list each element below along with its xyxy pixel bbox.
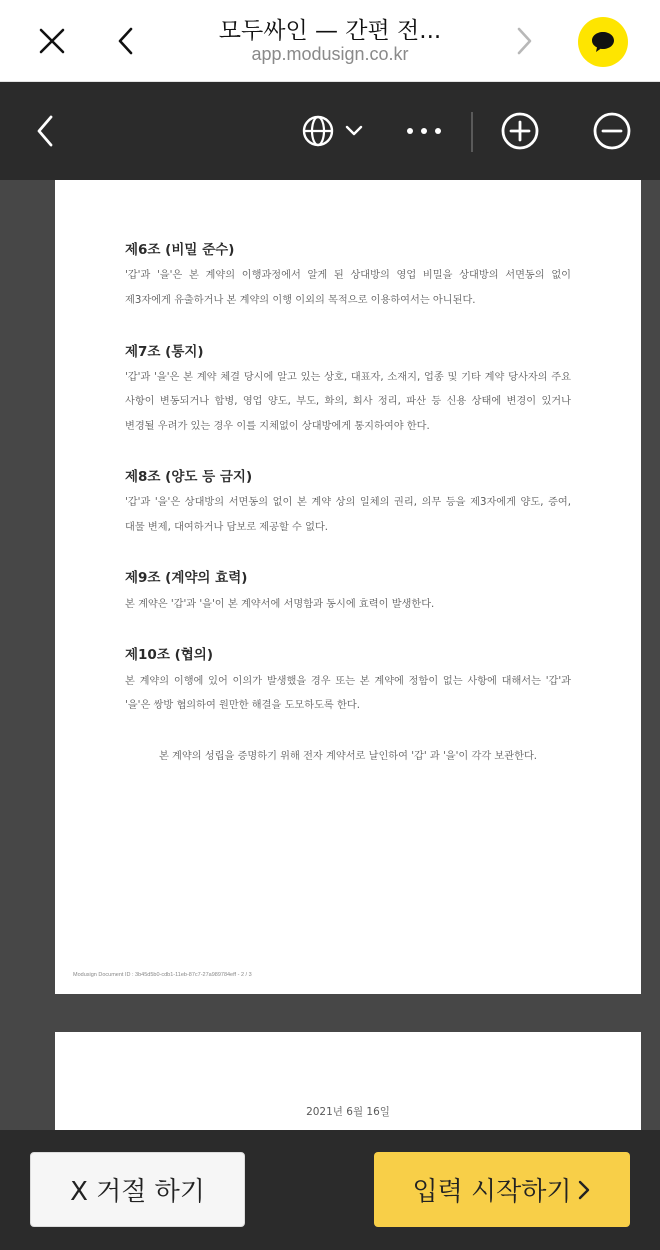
zoom-in-button[interactable]: [494, 82, 546, 180]
article-text: '갑'과 '을'은 상대방의 서면동의 없이 본 계약 상의 일체의 권리, 의무 등을 제3자에게 양도, 증여,: [125, 497, 571, 508]
toolbar-divider: [471, 112, 473, 152]
article-text: 본 계약의 이행에 있어 이의가 발생했을 경우 또는 본 계약에 정함이 없는 사항에 대해서는 '갑'과: [125, 676, 571, 687]
browser-back-button[interactable]: [98, 0, 154, 82]
chevron-left-icon: [116, 26, 136, 56]
article-title: 제10조 (협의): [125, 647, 213, 663]
globe-icon: [301, 114, 335, 148]
article-title: 제9조 (계약의 효력): [125, 570, 248, 586]
chevron-right-icon: [577, 1179, 591, 1201]
browser-forward-button[interactable]: [496, 0, 552, 82]
chevron-left-icon: [34, 114, 56, 148]
action-bar: [0, 1130, 660, 1250]
close-button[interactable]: [22, 0, 82, 82]
browser-bar: [0, 0, 660, 82]
viewer-toolbar: [0, 82, 660, 180]
article-text: '갑'과 '을'은 본 계약의 이행과정에서 알게 된 상대방의 영업 비밀을 상대방의 서면동의 없이: [125, 270, 571, 281]
page-title: 모두싸인 — 간편 전...: [218, 18, 442, 44]
article-text: 변경될 우려가 있는 경우 이를 지체없이 상대방에게 통지하여야 한다.: [125, 421, 430, 432]
chevron-right-icon: [514, 26, 534, 56]
article-text: 제3자에게 유출하거나 본 계약의 이행 이외의 목적으로 이용하여서는 아니된다.: [125, 295, 476, 306]
document-page: [55, 180, 641, 994]
closing-statement: 본 계약의 성립을 증명하기 위해 전자 계약서로 날인하여 '갑' 과 '을'이 각각 보관한다.: [158, 751, 538, 762]
more-options-button[interactable]: [396, 82, 452, 180]
more-horizontal-icon: [406, 127, 442, 135]
article-text: 본 계약은 '갑'과 '을'이 본 계약서에 서명함과 동시에 효력이 발생한다.: [125, 599, 435, 610]
article-title: 제7조 (통지): [125, 344, 204, 360]
article-text: 대물 변제, 대여하거나 담보로 제공할 수 없다.: [125, 522, 329, 533]
document-page: [55, 1032, 641, 1130]
reject-button[interactable]: [30, 1152, 245, 1227]
chevron-down-icon: [345, 125, 363, 137]
start-input-button[interactable]: [374, 1152, 630, 1227]
start-button-label: 입력 시작하기: [412, 1177, 572, 1207]
reject-button-label: X 거절 하기: [70, 1177, 205, 1207]
article-title: 제6조 (비밀 준수): [125, 242, 235, 258]
language-button[interactable]: [292, 82, 372, 180]
plus-circle-icon: [500, 111, 540, 151]
viewer-back-button[interactable]: [20, 82, 70, 180]
page-url: app.modusign.co.kr: [251, 44, 409, 64]
article-text: '을'은 쌍방 협의하여 원만한 해결을 도모하도록 한다.: [125, 700, 360, 711]
kakao-chat-button[interactable]: [578, 17, 628, 67]
article-text: '갑'과 '을'은 본 계약 체결 당시에 알고 있는 상호, 대표자, 소재지, 업종 및 기타 계약 당사자의 주요: [125, 372, 571, 383]
article-text: 사항이 변동되거나 합병, 영업 양도, 부도, 화의, 회사 정리, 파산 등 신용 상태에 변경이 있거나: [125, 396, 571, 407]
zoom-out-button[interactable]: [586, 82, 638, 180]
close-icon: [38, 27, 66, 55]
article-title: 제8조 (양도 등 금지): [125, 469, 253, 485]
document-viewer[interactable]: [0, 180, 660, 1130]
minus-circle-icon: [592, 111, 632, 151]
chat-bubble-icon: [590, 30, 616, 54]
document-id: Modusign Document ID : 3b45d5b0-cdb1-11eb-87c7-27a989784eff - 2 / 3: [73, 972, 252, 978]
contract-date: 2021년 6월 16일: [306, 1106, 390, 1118]
